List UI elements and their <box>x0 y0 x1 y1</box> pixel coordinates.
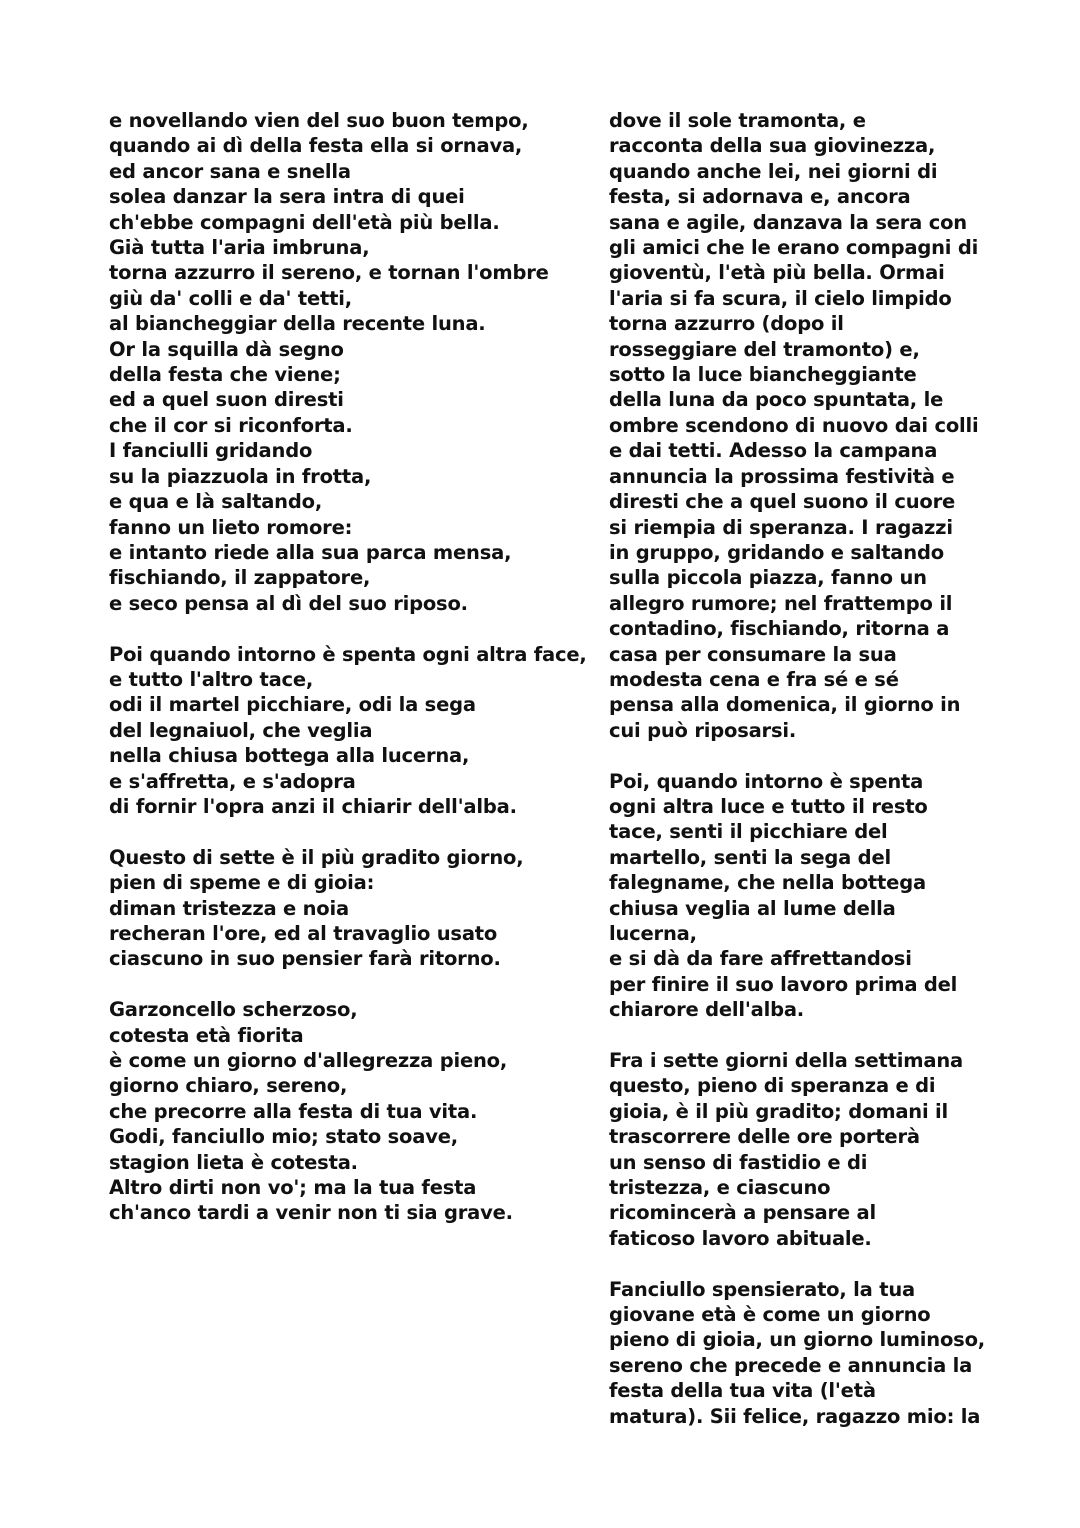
verse-line: Già tutta l'aria imbruna, <box>109 236 370 260</box>
verse-line: Questo di sette è il più gradito giorno, <box>109 845 524 869</box>
verse-line: e s'affretta, e s'adopra <box>109 769 356 793</box>
verse-line: ciascuno in suo pensier farà ritorno. <box>109 947 501 971</box>
verse-line: ed a quel suon diresti <box>109 388 344 412</box>
verse-line: torna azzurro il sereno, e tornan l'ombre <box>109 261 549 285</box>
poem-column <box>109 108 589 1251</box>
verse-line: ch'ebbe compagni dell'età più bella. <box>109 210 500 234</box>
verse-line: del legnaiuol, che veglia <box>109 718 373 742</box>
paraphrase-paragraph: dove il sole tramonta, e racconta della sua giovinezza, quando anche lei, nei giorni di festa, si adornava e, ancora sana e agile, danzava la sera con gli amici che le erano compagni di gioventù, l'età più bella. Ormai l'aria si fa scura, il cielo limpido torna azzurro (dopo il rosseggiare del tramonto) e, sotto la luce biancheggiante della luna da poco spuntata, le ombre scendono di nuovo dai colli e dai tetti. Adesso la campana annuncia la prossima festività e diresti che a quel suono il cuore si riempia di speranza. I ragazzi in gruppo, gridando e saltando sulla piccola piazza, fanno un allegro rumore; nel frattempo il contadino, fischiando, ritorna a casa per consumare la sua modesta cena e fra sé e sé pensa alla domenica, il giorno in cui può riposarsi. <box>609 109 979 742</box>
poem-stanza <box>109 642 589 820</box>
paraphrase-paragraph: Fanciullo spensierato, la tua giovane età è come un giorno pieno di gioia, un giorno luminoso, sereno che precede e annuncia la festa della tua vita (l'età matura). Sii felice, ragazzo mio: la <box>609 1277 985 1428</box>
verse-line: odi il martel picchiare, odi la sega <box>109 693 476 717</box>
verse-line: diman tristezza e noia <box>109 896 349 920</box>
verse-line: Godi, fanciullo mio; stato soave, <box>109 1125 458 1149</box>
verse-line: stagion lieta è cotesta. <box>109 1150 358 1174</box>
verse-line: Poi quando intorno è spenta ogni altra face, <box>109 642 587 666</box>
poem-stanza <box>109 845 589 972</box>
verse-line: è come un giorno d'allegrezza pieno, <box>109 1048 508 1072</box>
poem-stanza <box>109 997 589 1226</box>
verse-line: e tutto l'altro tace, <box>109 667 314 691</box>
verse-line: Altro dirti non vo'; ma la tua festa <box>109 1176 477 1200</box>
verse-line: ch'anco tardi a venir non ti sia grave. <box>109 1201 513 1225</box>
verse-line: nella chiusa bottega alla lucerna, <box>109 744 470 768</box>
paraphrase-column <box>609 108 989 1454</box>
paraphrase-paragraph: Fra i sette giorni della settimana questo, pieno di speranza e di gioia, è il più gradito; domani il trascorrere delle ore porterà un senso di fastidio e di tristezza, e ciascuno ricomincerà a pensare al faticoso lavoro abituale. <box>609 1049 963 1250</box>
verse-line: recheran l'ore, ed al travaglio usato <box>109 921 498 945</box>
paraphrase-paragraph: Poi, quando intorno è spenta ogni altra luce e tutto il resto tace, senti il picchiare del martello, senti la sega del falegname, che nella bottega chiusa veglia al lume della lucerna, e si dà da fare affrettandosi per finire il suo lavoro prima del chiarore dell'alba. <box>609 769 958 1022</box>
verse-line: e seco pensa al dì del suo riposo. <box>109 591 468 615</box>
verse-line: quando ai dì della festa ella si ornava, <box>109 134 523 158</box>
verse-line: cotesta età fiorita <box>109 1023 304 1047</box>
verse-line: Or la squilla dà segno <box>109 337 344 361</box>
verse-line: Garzoncello scherzoso, <box>109 998 358 1022</box>
verse-line: di fornir l'opra anzi il chiarir dell'alba. <box>109 794 517 818</box>
verse-line: fanno un lieto romore: <box>109 515 353 539</box>
verse-line: al biancheggiar della recente luna. <box>109 312 486 336</box>
verse-line: che il cor si riconforta. <box>109 413 353 437</box>
verse-line: pien di speme e di gioia: <box>109 871 375 895</box>
verse-line: e novellando vien del suo buon tempo, <box>109 109 529 132</box>
verse-line: della festa che viene; <box>109 363 341 387</box>
verse-line: su la piazzuola in frotta, <box>109 464 372 488</box>
verse-line: e intanto riede alla sua parca mensa, <box>109 540 512 564</box>
verse-line: giorno chiaro, sereno, <box>109 1074 348 1098</box>
verse-line: fischiando, il zappatore, <box>109 566 371 590</box>
verse-line: e qua e là saltando, <box>109 490 323 514</box>
verse-line: solea danzar la sera intra di quei <box>109 185 465 209</box>
verse-line: I fanciulli gridando <box>109 439 313 463</box>
poem-stanza <box>109 108 589 616</box>
verse-line: ed ancor sana e snella <box>109 159 351 183</box>
verse-line: giù da' colli e da' tetti, <box>109 286 352 310</box>
verse-line: che precorre alla festa di tua vita. <box>109 1099 478 1123</box>
